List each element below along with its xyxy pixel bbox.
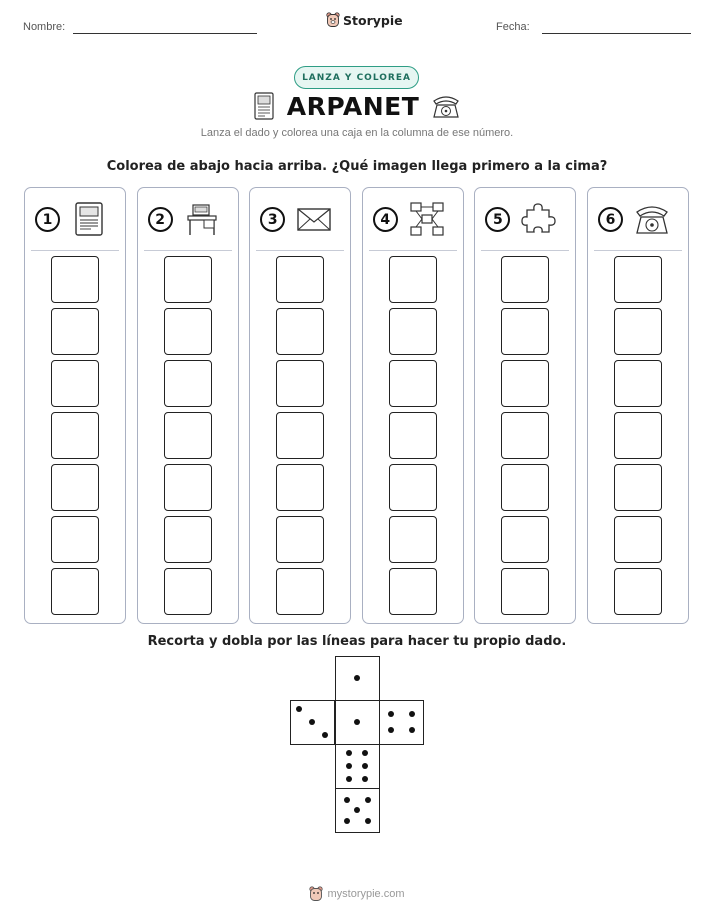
page-subtitle: Lanza el dado y colorea una caja en la columna de ese número.: [200, 127, 514, 139]
die-pip: [346, 776, 352, 782]
color-box[interactable]: [276, 412, 324, 459]
column-header: [25, 198, 125, 240]
color-box[interactable]: [276, 360, 324, 407]
color-box[interactable]: [614, 412, 662, 459]
column-3: [249, 187, 351, 624]
die-pip: [362, 750, 368, 756]
color-box[interactable]: [501, 464, 549, 511]
column-header: [475, 198, 575, 240]
color-box[interactable]: [501, 568, 549, 615]
column-number: 1: [35, 207, 60, 232]
instruction-top: Colorea de abajo hacia arriba. ¿Qué imagen llega primero a la cima?: [106, 159, 608, 174]
brand-name: Storypie: [343, 12, 403, 28]
column-5: [474, 187, 576, 624]
column-divider: [594, 250, 682, 251]
color-box[interactable]: [389, 412, 437, 459]
die-pip: [309, 719, 315, 725]
envelope-icon: [296, 201, 332, 237]
computer-terminal-icon: [253, 91, 275, 121]
column-divider: [481, 250, 569, 251]
color-box[interactable]: [501, 412, 549, 459]
color-box[interactable]: [51, 516, 99, 563]
column-divider: [256, 250, 344, 251]
color-box[interactable]: [276, 516, 324, 563]
color-box[interactable]: [164, 412, 212, 459]
column-number: 2: [148, 207, 173, 232]
desk-computer-icon: [184, 201, 220, 237]
color-box[interactable]: [389, 516, 437, 563]
color-box[interactable]: [276, 464, 324, 511]
die-face-1: [335, 656, 380, 701]
die-pip: [362, 763, 368, 769]
die-pip: [346, 750, 352, 756]
color-box[interactable]: [614, 516, 662, 563]
color-box[interactable]: [164, 516, 212, 563]
column-number: 5: [485, 207, 510, 232]
color-box[interactable]: [164, 256, 212, 303]
die-face-6: [335, 744, 380, 789]
color-box[interactable]: [389, 360, 437, 407]
column-1: [24, 187, 126, 624]
die-pip: [346, 763, 352, 769]
die-pip: [354, 807, 360, 813]
color-box[interactable]: [389, 568, 437, 615]
column-divider: [369, 250, 457, 251]
date-line[interactable]: [542, 33, 691, 34]
rotary-telephone-icon: [634, 201, 670, 237]
die-pip: [354, 719, 360, 725]
color-box[interactable]: [51, 256, 99, 303]
die-pip: [409, 711, 415, 717]
page-title: ARPANET: [286, 91, 420, 121]
column-divider: [144, 250, 232, 251]
color-box[interactable]: [51, 568, 99, 615]
race-columns: [24, 187, 690, 624]
column-header: [138, 198, 238, 240]
title-row: [0, 91, 714, 121]
die-pip: [388, 727, 394, 733]
date-label: Fecha:: [496, 21, 530, 33]
column-4: [362, 187, 464, 624]
activity-badge: LANZA Y COLOREA: [294, 66, 419, 89]
footer: [0, 886, 714, 902]
color-box[interactable]: [51, 412, 99, 459]
rotary-telephone-icon: [431, 93, 461, 119]
column-divider: [31, 250, 119, 251]
column-header: [588, 198, 688, 240]
color-box[interactable]: [276, 308, 324, 355]
puzzle-piece-icon: [521, 201, 557, 237]
column-header: [363, 198, 463, 240]
die-pip: [344, 818, 350, 824]
network-diagram-icon: [409, 201, 445, 237]
column-header: [250, 198, 350, 240]
color-box[interactable]: [614, 464, 662, 511]
storypie-logo: [326, 12, 403, 28]
color-box[interactable]: [164, 464, 212, 511]
die-pip: [409, 727, 415, 733]
color-box[interactable]: [164, 568, 212, 615]
die-pip: [365, 818, 371, 824]
name-label: Nombre:: [23, 21, 66, 33]
column-number: 4: [373, 207, 398, 232]
bear-icon: [309, 886, 323, 902]
color-box[interactable]: [501, 308, 549, 355]
die-pip: [354, 675, 360, 681]
color-box[interactable]: [164, 360, 212, 407]
footer-url[interactable]: mystorypie.com: [327, 888, 405, 900]
color-box[interactable]: [389, 308, 437, 355]
die-face-3: [290, 700, 335, 745]
color-box[interactable]: [614, 360, 662, 407]
column-6: [587, 187, 689, 624]
die-net: [290, 656, 424, 834]
color-box[interactable]: [51, 360, 99, 407]
color-box[interactable]: [501, 360, 549, 407]
column-number: 3: [260, 207, 285, 232]
color-box[interactable]: [614, 568, 662, 615]
die-pip: [365, 797, 371, 803]
color-box[interactable]: [501, 516, 549, 563]
die-pip: [388, 711, 394, 717]
color-box[interactable]: [51, 464, 99, 511]
bear-icon: [326, 12, 340, 28]
color-box[interactable]: [51, 308, 99, 355]
die-pip: [344, 797, 350, 803]
die-face-5: [335, 788, 380, 833]
die-face-1: [335, 700, 380, 745]
color-box[interactable]: [501, 256, 549, 303]
column-number: 6: [598, 207, 623, 232]
column-2: [137, 187, 239, 624]
die-face-4: [379, 700, 424, 745]
instruction-bottom: Recorta y dobla por las líneas para hacer tu propio dado.: [147, 634, 567, 649]
color-box[interactable]: [276, 256, 324, 303]
name-line[interactable]: [73, 33, 257, 34]
color-box[interactable]: [389, 464, 437, 511]
die-pip: [296, 706, 302, 712]
color-box[interactable]: [614, 256, 662, 303]
color-box[interactable]: [276, 568, 324, 615]
color-box[interactable]: [164, 308, 212, 355]
die-pip: [322, 732, 328, 738]
color-box[interactable]: [389, 256, 437, 303]
die-pip: [362, 776, 368, 782]
color-box[interactable]: [614, 308, 662, 355]
computer-terminal-icon: [71, 201, 107, 237]
